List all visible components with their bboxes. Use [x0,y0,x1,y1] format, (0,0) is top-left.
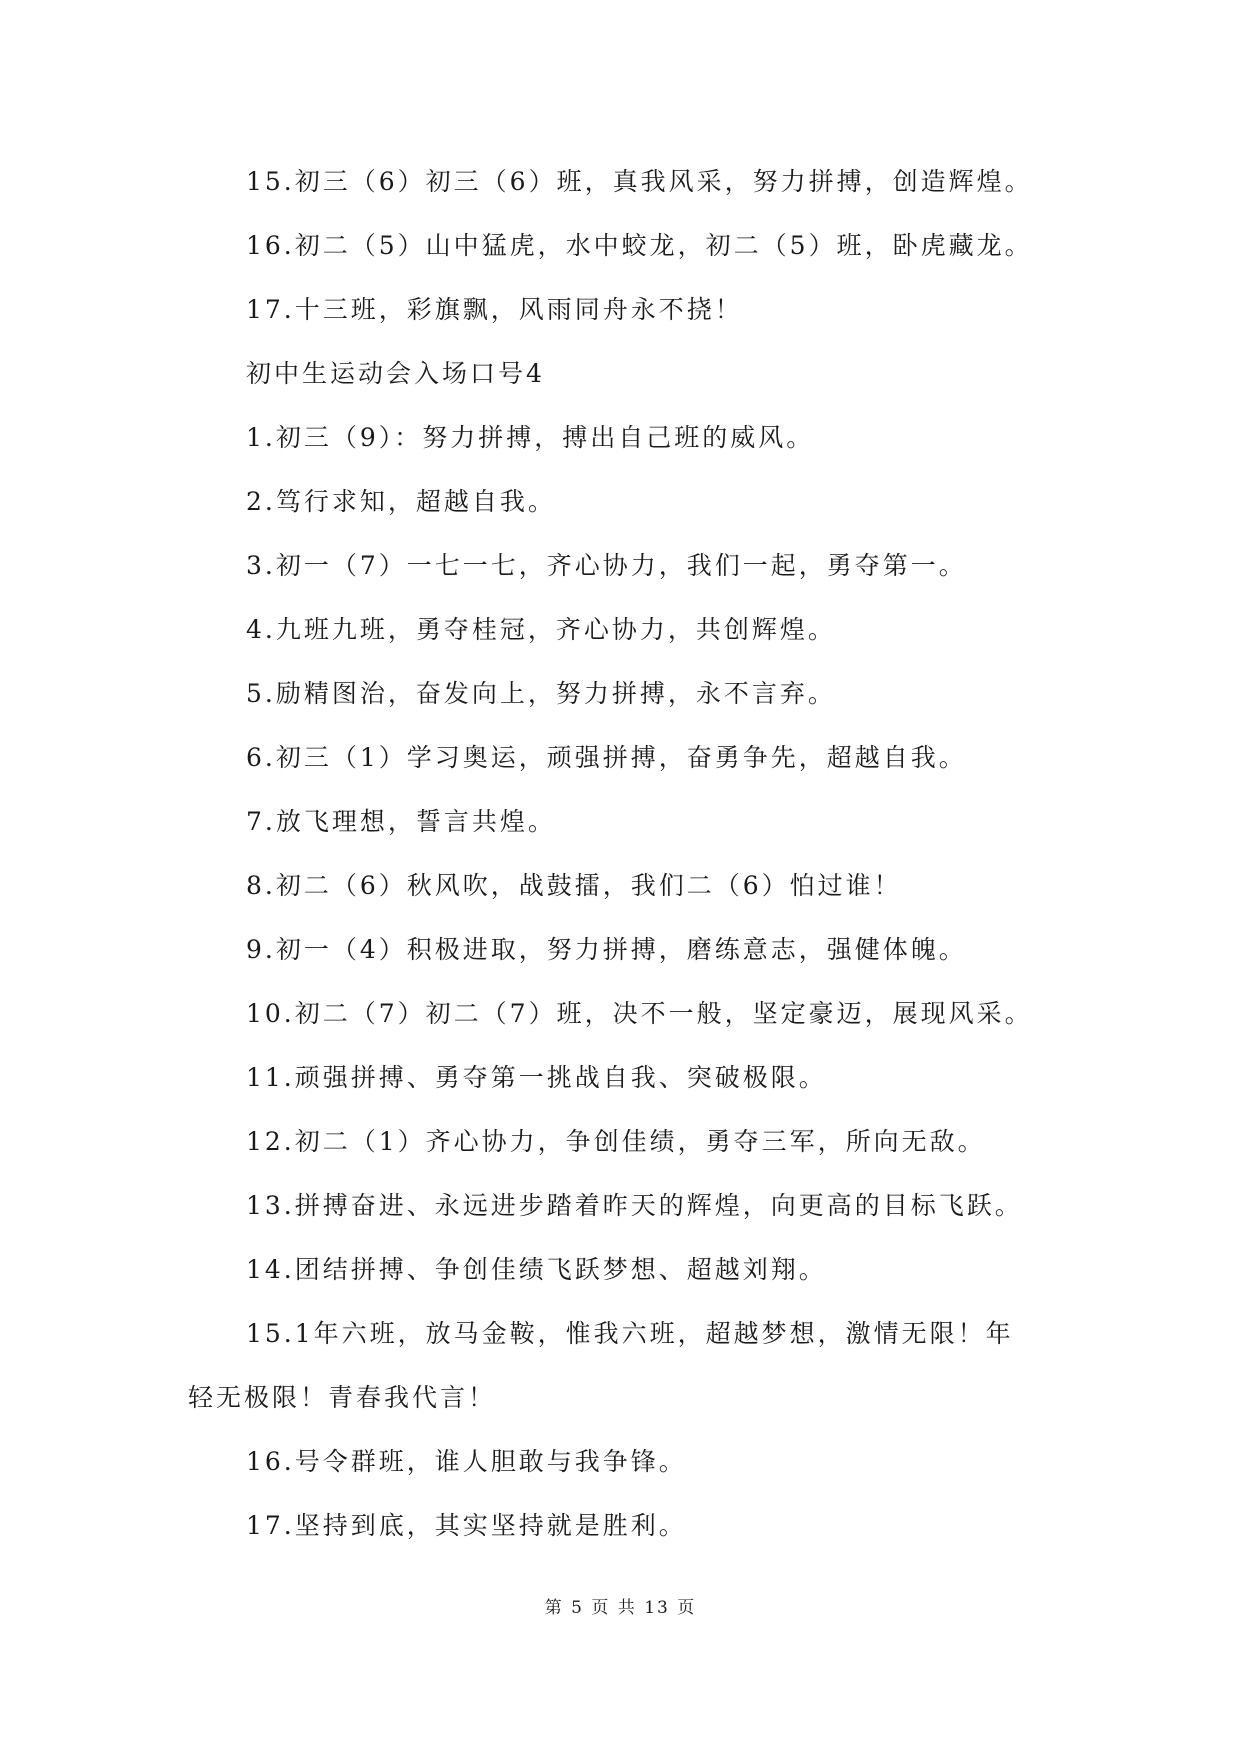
section-heading: 初中生运动会入场口号4 [246,359,545,388]
text-line: 13.拼搏奋进、永远进步踏着昨天的辉煌，向更高的目标飞跃。 [246,1191,1023,1220]
text-line: 3.初一（7）一七一七，齐心协力，我们一起，勇夺第一。 [246,551,967,580]
text-line: 14.团结拼搏、争创佳绩飞跃梦想、超越刘翔。 [246,1255,827,1284]
text-line: 10.初二（7）初二（7）班，决不一般，坚定豪迈，展现风采。 [246,999,1033,1028]
text-line: 15.初三（6）初三（6）班，真我风采，努力拼搏，创造辉煌。 [246,167,1033,196]
text-line: 16.号令群班，谁人胆敢与我争锋。 [246,1447,687,1476]
text-line: 7.放飞理想，誓言共煌。 [246,807,556,836]
text-line: 5.励精图治，奋发向上，努力拼搏，永不言弃。 [246,679,836,708]
text-line: 12.初二（1）齐心协力，争创佳绩，勇夺三军，所向无敌。 [246,1127,986,1156]
text-line: 2.笃行求知，超越自我。 [246,487,556,516]
text-line-continuation: 轻无极限！青春我代言！ [188,1383,497,1412]
text-line: 16.初二（5）山中猛虎，水中蛟龙，初二（5）班，卧虎藏龙。 [246,231,1033,260]
text-line: 17.坚持到底，其实坚持就是胜利。 [246,1511,687,1540]
page-footer: 第 5 页 共 13 页 [544,1598,697,1618]
text-line: 15.1年六班，放马金鞍，惟我六班，超越梦想，激情无限！年 [246,1319,1014,1348]
text-line: 4.九班九班，勇夺桂冠，齐心协力，共创辉煌。 [246,615,836,644]
text-line: 8.初二（6）秋风吹，战鼓擂，我们二（6）怕过谁！ [246,871,902,900]
text-line: 9.初一（4）积极进取，努力拼搏，磨练意志，强健体魄。 [246,935,967,964]
text-line: 17.十三班，彩旗飘，风雨同舟永不挠！ [246,295,743,324]
text-line: 1.初三（9）：努力拼搏，搏出自己班的威风。 [246,423,815,452]
text-line: 11.顽强拼搏、勇夺第一挑战自我、突破极限。 [246,1063,827,1092]
text-line: 6.初三（1）学习奥运，顽强拼搏，奋勇争先，超越自我。 [246,743,967,772]
